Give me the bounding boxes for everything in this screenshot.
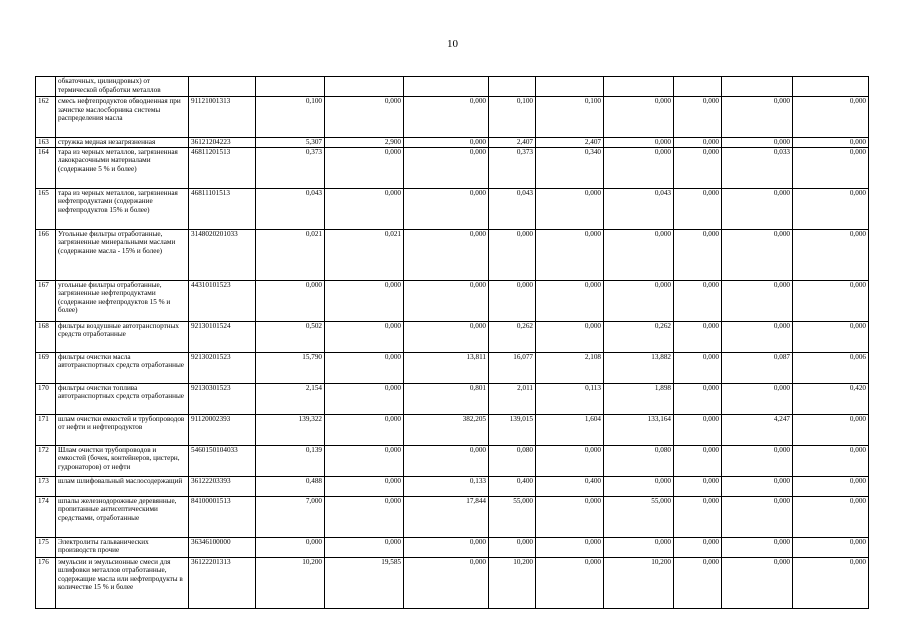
fkko-code-cell: 46811201513 (189, 147, 256, 188)
value-cell: 0,000 (404, 537, 489, 557)
row-number-cell: 165 (36, 188, 56, 229)
value-cell: 0,000 (489, 280, 536, 321)
value-cell: 0,021 (325, 229, 404, 280)
row-number-cell: 163 (36, 138, 56, 148)
waste-name-cell: тара из черных металлов, загрязненная нефтепродуктами (содержание нефтепродуктов 15% и более) (56, 188, 189, 229)
value-cell: 13,811 (404, 352, 489, 383)
value-cell: 0,000 (325, 147, 404, 188)
value-cell: 0,000 (325, 188, 404, 229)
value-cell: 0,000 (722, 138, 793, 148)
value-cell: 7,000 (256, 496, 325, 537)
value-cell: 0,000 (489, 229, 536, 280)
value-cell: 0,043 (256, 188, 325, 229)
waste-name-cell: фильтры воздушные автотранспортных средств отработанные (56, 321, 189, 352)
value-cell: 0,006 (793, 352, 869, 383)
value-cell: 2,154 (256, 383, 325, 414)
value-cell: 1,898 (604, 383, 674, 414)
value-cell: 0,400 (489, 476, 536, 496)
value-cell: 0,113 (536, 383, 604, 414)
value-cell: 0,000 (604, 97, 674, 138)
value-cell: 0,000 (793, 229, 869, 280)
value-cell: 0,000 (674, 414, 722, 445)
row-number-cell: 173 (36, 476, 56, 496)
value-cell: 0,000 (722, 97, 793, 138)
value-cell: 10,200 (256, 557, 325, 608)
value-cell: 0,139 (256, 445, 325, 476)
value-cell (325, 77, 404, 97)
value-cell: 0,000 (325, 352, 404, 383)
fkko-code-cell: 44310101523 (189, 280, 256, 321)
value-cell: 0,100 (536, 97, 604, 138)
value-cell: 1,604 (536, 414, 604, 445)
fkko-code-cell: 36121204223 (189, 138, 256, 148)
value-cell: 0,000 (404, 138, 489, 148)
value-cell: 0,000 (793, 147, 869, 188)
value-cell: 0,000 (256, 537, 325, 557)
value-cell: 4,247 (722, 414, 793, 445)
value-cell: 19,585 (325, 557, 404, 608)
row-number-cell: 171 (36, 414, 56, 445)
value-cell: 0,000 (722, 537, 793, 557)
value-cell: 0,000 (793, 138, 869, 148)
row-number-cell: 168 (36, 321, 56, 352)
table-row (36, 138, 869, 148)
fkko-code-cell: 36346100000 (189, 537, 256, 557)
value-cell: 0,100 (489, 97, 536, 138)
value-cell: 0,400 (536, 476, 604, 496)
value-cell: 0,000 (793, 414, 869, 445)
waste-name-cell: шлам шлифовальный маслосодержащий (56, 476, 189, 496)
waste-name-cell: смесь нефтепродуктов обводненная при зачистке маслосборника системы распределения масла (56, 97, 189, 138)
value-cell: 0,000 (674, 476, 722, 496)
value-cell: 0,000 (722, 188, 793, 229)
table-row (36, 352, 869, 383)
value-cell: 15,790 (256, 352, 325, 383)
waste-name-cell: фильтры очистки топлива автотранспортных средств отработанные (56, 383, 189, 414)
value-cell: 0,000 (604, 229, 674, 280)
fkko-code-cell: 92130101524 (189, 321, 256, 352)
value-cell: 0,000 (404, 557, 489, 608)
row-number-cell: 162 (36, 97, 56, 138)
waste-name-cell: шпалы железнодорожные деревянные, пропитанные антисептическими средствами, отработанные (56, 496, 189, 537)
table-row (36, 414, 869, 445)
value-cell: 0,000 (793, 321, 869, 352)
value-cell: 0,000 (674, 97, 722, 138)
value-cell (256, 77, 325, 97)
row-number-cell: 175 (36, 537, 56, 557)
value-cell: 0,502 (256, 321, 325, 352)
value-cell: 0,000 (325, 445, 404, 476)
value-cell: 0,000 (722, 496, 793, 537)
value-cell: 0,100 (256, 97, 325, 138)
value-cell: 0,373 (256, 147, 325, 188)
value-cell: 0,000 (604, 537, 674, 557)
value-cell: 0,021 (256, 229, 325, 280)
value-cell: 0,000 (404, 97, 489, 138)
waste-name-cell: тара из черных металлов, загрязненная лакокрасочными материалами (содержание 5 % и более) (56, 147, 189, 188)
value-cell: 5,307 (256, 138, 325, 148)
value-cell: 0,087 (722, 352, 793, 383)
fkko-code-cell: 36122201313 (189, 557, 256, 608)
row-number-cell: 176 (36, 557, 56, 608)
value-cell: 0,000 (674, 537, 722, 557)
value-cell: 0,000 (793, 537, 869, 557)
value-cell: 0,000 (404, 147, 489, 188)
value-cell: 0,000 (256, 280, 325, 321)
value-cell: 0,000 (325, 321, 404, 352)
value-cell: 0,000 (404, 445, 489, 476)
value-cell: 0,043 (489, 188, 536, 229)
fkko-code-cell: 5460150104033 (189, 445, 256, 476)
value-cell: 0,000 (536, 229, 604, 280)
value-cell: 0,373 (489, 147, 536, 188)
waste-name-cell: эмульсии и эмульсионные смеси для шлифовки металлов отработанные, содержащие масла или нефтепродукты в количестве 15 % и более (56, 557, 189, 608)
value-cell: 139,322 (256, 414, 325, 445)
waste-name-cell: обкаточных, цилиндровых) от термической обработки металлов (56, 77, 189, 97)
value-cell (674, 77, 722, 97)
value-cell: 0,000 (325, 280, 404, 321)
value-cell: 139,015 (489, 414, 536, 445)
value-cell (404, 77, 489, 97)
row-number-cell: 172 (36, 445, 56, 476)
row-number-cell: 170 (36, 383, 56, 414)
waste-name-cell: шлам очистки емкостей и трубопроводов от нефти и нефтепродуктов (56, 414, 189, 445)
value-cell: 0,000 (536, 321, 604, 352)
value-cell: 0,000 (536, 188, 604, 229)
value-cell: 0,000 (604, 147, 674, 188)
value-cell: 0,000 (674, 280, 722, 321)
value-cell: 13,882 (604, 352, 674, 383)
value-cell: 10,200 (489, 557, 536, 608)
row-number-cell (36, 77, 56, 97)
table-row (36, 97, 869, 138)
value-cell: 0,000 (674, 445, 722, 476)
fkko-code-cell: 91121001313 (189, 97, 256, 138)
value-cell: 0,000 (674, 138, 722, 148)
value-cell: 0,000 (325, 414, 404, 445)
fkko-code-cell (189, 77, 256, 97)
value-cell: 17,844 (404, 496, 489, 537)
waste-name-cell: Электролиты гальванических производств прочие (56, 537, 189, 557)
value-cell: 2,108 (536, 352, 604, 383)
row-number-cell: 167 (36, 280, 56, 321)
value-cell: 0,000 (604, 138, 674, 148)
waste-register-table (35, 76, 869, 609)
table-row (36, 280, 869, 321)
value-cell: 0,000 (489, 537, 536, 557)
value-cell: 0,000 (722, 229, 793, 280)
value-cell: 0,000 (536, 496, 604, 537)
value-cell: 0,000 (536, 557, 604, 608)
fkko-code-cell: 92130201523 (189, 352, 256, 383)
value-cell: 2,407 (536, 138, 604, 148)
value-cell: 0,000 (674, 321, 722, 352)
value-cell: 0,000 (722, 557, 793, 608)
table-row (36, 321, 869, 352)
table-row (36, 537, 869, 557)
waste-name-cell: Угольные фильтры отработанные, загрязненные минеральными маслами (содержание масла - 15% и более) (56, 229, 189, 280)
value-cell: 0,000 (604, 476, 674, 496)
row-number-cell: 164 (36, 147, 56, 188)
value-cell: 0,000 (722, 445, 793, 476)
value-cell: 0,000 (404, 321, 489, 352)
value-cell: 0,000 (674, 229, 722, 280)
value-cell: 55,000 (489, 496, 536, 537)
value-cell: 0,000 (325, 476, 404, 496)
value-cell: 0,000 (674, 352, 722, 383)
value-cell: 2,900 (325, 138, 404, 148)
value-cell: 0,000 (325, 537, 404, 557)
fkko-code-cell: 84100001513 (189, 496, 256, 537)
value-cell: 0,133 (404, 476, 489, 496)
table-row (36, 147, 869, 188)
value-cell: 0,000 (793, 445, 869, 476)
value-cell: 0,420 (793, 383, 869, 414)
value-cell: 55,000 (604, 496, 674, 537)
fkko-code-cell: 36122203393 (189, 476, 256, 496)
table-row (36, 445, 869, 476)
row-number-cell: 174 (36, 496, 56, 537)
value-cell: 382,205 (404, 414, 489, 445)
waste-name-cell: стружка медная незагрязненная (56, 138, 189, 148)
fkko-code-cell: 92130301523 (189, 383, 256, 414)
value-cell: 133,164 (604, 414, 674, 445)
value-cell: 0,262 (604, 321, 674, 352)
value-cell (604, 77, 674, 97)
value-cell: 0,000 (722, 383, 793, 414)
value-cell: 0,340 (536, 147, 604, 188)
value-cell: 0,000 (674, 188, 722, 229)
value-cell: 0,000 (536, 280, 604, 321)
value-cell (489, 77, 536, 97)
value-cell: 0,000 (722, 321, 793, 352)
value-cell (793, 77, 869, 97)
value-cell: 0,043 (604, 188, 674, 229)
value-cell: 0,000 (404, 188, 489, 229)
waste-name-cell: угольные фильтры отработанные, загрязненные нефтепродуктами (содержание нефтепродуктов 15 % и более) (56, 280, 189, 321)
fkko-code-cell: 91120002393 (189, 414, 256, 445)
value-cell: 0,000 (325, 97, 404, 138)
value-cell: 0,000 (536, 537, 604, 557)
value-cell: 0,000 (604, 280, 674, 321)
value-cell: 0,488 (256, 476, 325, 496)
value-cell: 0,000 (793, 188, 869, 229)
value-cell: 0,080 (489, 445, 536, 476)
table-row (36, 383, 869, 414)
value-cell: 16,077 (489, 352, 536, 383)
value-cell: 0,000 (404, 229, 489, 280)
table-row (36, 557, 869, 608)
value-cell: 0,000 (674, 147, 722, 188)
row-number-cell: 169 (36, 352, 56, 383)
value-cell: 0,262 (489, 321, 536, 352)
value-cell: 0,000 (674, 496, 722, 537)
table-row (36, 476, 869, 496)
value-cell: 0,000 (325, 383, 404, 414)
value-cell: 0,000 (722, 280, 793, 321)
row-number-cell: 166 (36, 229, 56, 280)
page-number: 10 (447, 38, 458, 50)
value-cell: 2,407 (489, 138, 536, 148)
value-cell: 0,000 (536, 445, 604, 476)
table-row (36, 188, 869, 229)
value-cell: 0,000 (793, 496, 869, 537)
value-cell: 0,000 (674, 557, 722, 608)
value-cell: 0,080 (604, 445, 674, 476)
value-cell (722, 77, 793, 97)
fkko-code-cell: 46811101513 (189, 188, 256, 229)
value-cell: 0,000 (793, 476, 869, 496)
table-row (36, 77, 869, 97)
value-cell: 2,011 (489, 383, 536, 414)
value-cell (536, 77, 604, 97)
value-cell: 10,200 (604, 557, 674, 608)
value-cell: 0,000 (722, 476, 793, 496)
fkko-code-cell: 3148020201033 (189, 229, 256, 280)
value-cell: 0,033 (722, 147, 793, 188)
value-cell: 0,000 (674, 383, 722, 414)
waste-name-cell: Шлам очистки трубопроводов и емкостей (бочек, контейнеров, цистерн, гудронаторов) от нефти (56, 445, 189, 476)
value-cell: 0,000 (325, 496, 404, 537)
waste-name-cell: фильтры очистки масла автотранспортных средств отработанные (56, 352, 189, 383)
value-cell: 0,801 (404, 383, 489, 414)
value-cell: 0,000 (793, 280, 869, 321)
table-row (36, 229, 869, 280)
value-cell: 0,000 (404, 280, 489, 321)
value-cell: 0,000 (793, 97, 869, 138)
value-cell: 0,000 (793, 557, 869, 608)
table-row (36, 496, 869, 537)
